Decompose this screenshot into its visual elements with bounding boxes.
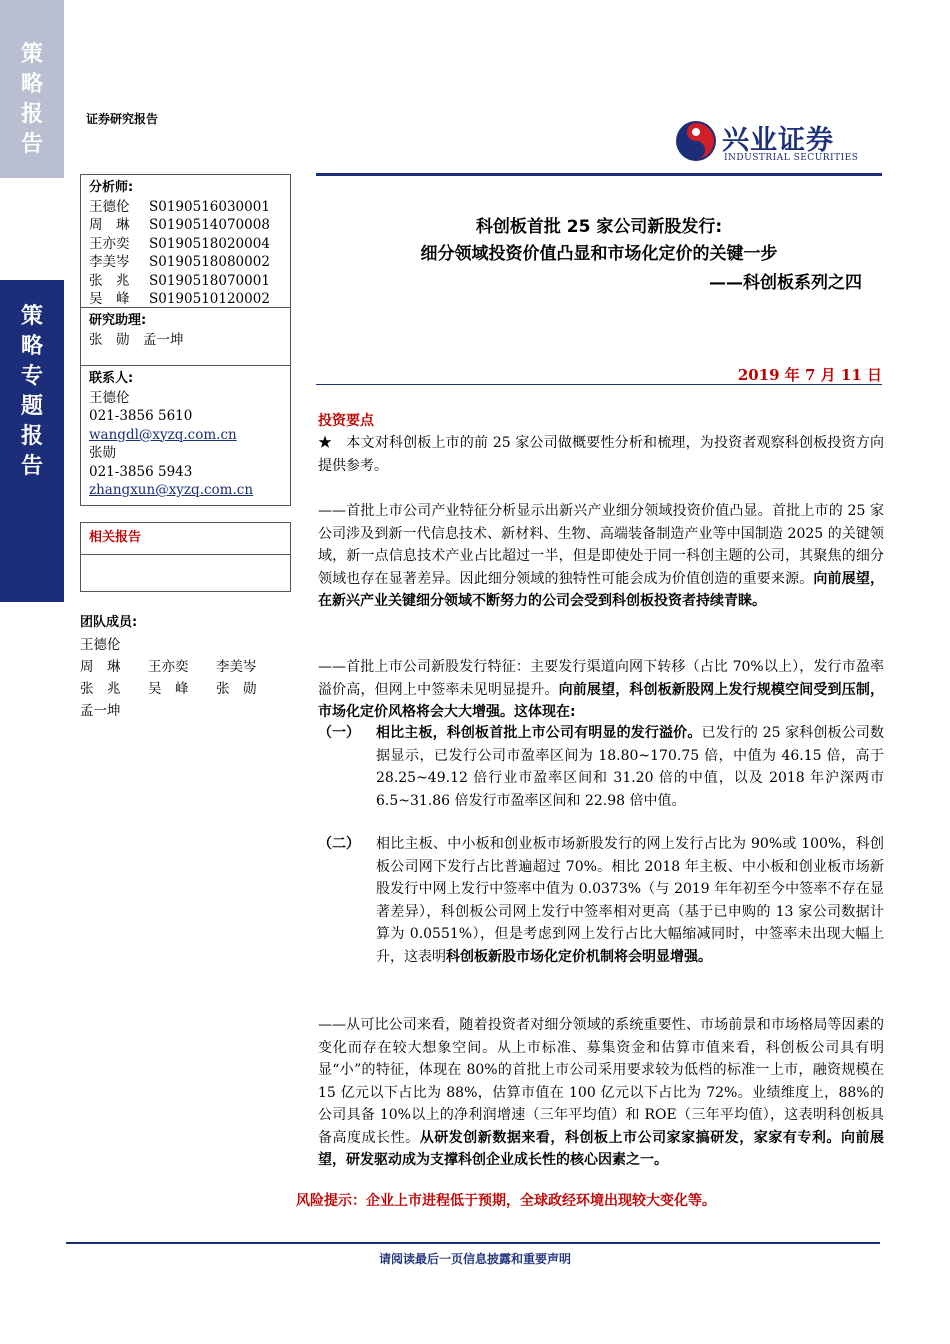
title-line-1: 科创板首批 25 家公司新股发行:	[475, 217, 723, 237]
list-item-text	[376, 722, 884, 812]
analyst-id: S0190514070008	[149, 217, 270, 233]
report-date: 2019 年 7 月 11 日	[737, 366, 882, 384]
report-type-label: 证券研究报告	[86, 112, 159, 126]
assistants-box	[80, 308, 291, 366]
paragraph-text: ——从可比公司来看，随着投资者对细分领域的系统重要性、市场前景和市场格局等因素的变化而存在较大想象空间。从上市标准、募集资金和估算市值来看，科创板公司具有明显“小”的特征，体现在 80%的首批上市公司采用要求较为低档的标准一上市，融资规模在 15 亿元以下占比为 88%，估算市值在 100 亿元以下占比为 72%。业绩维度上，88%的公司具备 10%以上的净利润增速（三年平均值）和 ROE（三年平均值），这表明科创板具备高度成长性。	[318, 1017, 884, 1146]
intro-paragraph: ★ 本文对科创板上市的前 25 家公司做概要性分析和梳理，为投资者观察科创板投资方向提供参考。	[318, 435, 884, 474]
contact-phone: 021-3856 5943	[89, 463, 193, 480]
analyst-row	[89, 198, 290, 217]
analyst-row	[89, 290, 290, 309]
analyst-name: 张 兆	[89, 272, 130, 289]
team-member: 王亦奕	[148, 659, 189, 675]
analyst-row	[89, 216, 290, 235]
assistants-heading: 研究助理:	[89, 313, 147, 328]
paragraph-text: ——首批上市公司新股发行特征：主要发行渠道向网下转移（占比 70%以上），发行市盈率溢价高，但网上中签率未见明显提升。	[318, 659, 884, 698]
team-row	[80, 678, 300, 700]
sidebar-banner-bottom	[0, 280, 64, 602]
banner-top-char: 告	[20, 132, 43, 157]
team-heading: 团队成员:	[80, 615, 138, 630]
analyst-row	[89, 235, 290, 254]
team-row	[80, 656, 300, 678]
list-item-emphasis: 科创板新股市场化定价机制将会明显增强。	[446, 948, 712, 965]
analyst-name: 李美岑	[89, 254, 130, 270]
banner-bottom-char: 略	[20, 334, 43, 359]
contact-name: 王德伦	[89, 389, 130, 406]
banner-bottom-char: 策	[20, 304, 43, 329]
analyst-id: S0190518080002	[149, 254, 270, 270]
footer-divider	[66, 1242, 880, 1244]
analyst-name: 王亦奕	[89, 235, 130, 252]
team-member: 孟一坤	[80, 703, 121, 719]
banner-top-char: 略	[20, 72, 43, 97]
list-item-emphasis: 相比主板，科创板首批上市公司有明显的发行溢价。	[376, 725, 702, 741]
list-item-body: 相比主板、中小板和创业板市场新股发行的网上发行占比为 90%或 100%，科创板公司网下发行占比普遍超过 70%。相比 2018 年主板、中小板和创业板市场新股发行中网上发行中签率中值为 0.0373%（与 2019 年年初至今中签率不存在显著差异），科创板公司网上发行中签率相对更高（基于已申购的 13 家公司数据计算为 0.0551%），但是考虑到网上发行占比大幅缩减同时，中签率未出现大幅上升，这表明	[376, 836, 884, 965]
list-item-label: （二）	[318, 836, 360, 852]
assistant-names: 张 勋 孟一坤	[89, 331, 184, 348]
team-members	[80, 612, 300, 722]
contact-phone: 021-3856 5610	[89, 408, 193, 424]
analysts-box	[80, 174, 291, 308]
report-title	[316, 214, 882, 268]
analyst-id: S0190510120002	[149, 291, 270, 307]
paragraph-emphasis: 向前展望，在新兴产业关键细分领域不断努力的公司会受到科创板投资者持续青睐。	[318, 570, 885, 609]
paragraph-issuance	[318, 656, 884, 724]
analysts-heading: 分析师:	[89, 180, 134, 195]
banner-bottom-char: 告	[20, 454, 43, 479]
list-item-1	[318, 722, 884, 812]
analyst-name: 吴 峰	[89, 291, 130, 307]
team-member: 张 兆	[80, 681, 121, 697]
logo-subtitle: INDUSTRIAL SECURITIES	[724, 153, 859, 163]
analyst-id: S0190518070001	[149, 272, 270, 289]
related-reports-heading: 相关报告	[81, 523, 290, 555]
team-row	[80, 634, 300, 656]
paragraph-industry	[318, 500, 884, 613]
list-item-label: （一）	[318, 725, 360, 741]
banner-bottom-char: 题	[20, 394, 43, 419]
list-item-body: 已发行的 25 家科创板公司数据显示，已发行公司市盈率区间为 18.80~170.75 倍，中值为 46.15 倍，高于 28.25~49.12 倍行业市盈率区间和 31.20 倍的中值，以及 2018 年沪深两市 6.5~31.86 倍发行市盈率区间和 22.98 倍中值。	[376, 725, 885, 809]
analyst-name: 王德伦	[89, 198, 130, 215]
contacts-heading: 联系人:	[89, 371, 134, 386]
banner-top-char: 报	[20, 102, 43, 127]
paragraph-emphasis: 从研发创新数据来看，科创板上市公司家家搞研发，家家有专利。向前展望，研发驱动成为支撑科创企业成长性的核心因素之一。	[318, 1129, 885, 1168]
section-heading-text: 投资要点	[318, 413, 374, 429]
team-member: 王德伦	[80, 637, 121, 653]
analyst-id: S0190516030001	[149, 198, 270, 215]
paragraph-text: ——首批上市公司产业特征分析显示出新兴产业细分领域投资价值凸显。首批上市的 25 家公司涉及到新一代信息技术、新材料、生物、高端装备制造产业等中国制造 2025 的关键领域，新一点信息技术产业占比超过一半，但是即使处于同一科创主题的公司，其聚焦的细分领域也存在显著差异。因此细分领域的独特性可能会成为价值创造的重要来源。	[318, 503, 884, 587]
banner-bottom-char: 报	[20, 424, 43, 449]
team-member: 周 琳	[80, 659, 121, 675]
header-divider	[316, 173, 882, 176]
risk-warning: 风险提示：企业上市进程低于预期，全球政经环境出现较大变化等。	[296, 1193, 716, 1209]
contacts-box	[80, 366, 291, 506]
logo-mark-icon	[674, 119, 718, 163]
analyst-id: S0190518020004	[149, 235, 270, 252]
contact-email-link[interactable]: zhangxun@xyzq.com.cn	[89, 482, 254, 498]
banner-bottom-char: 专	[20, 364, 43, 389]
section-heading	[318, 410, 884, 433]
contact-name: 张勋	[89, 445, 116, 461]
analyst-row	[89, 272, 290, 291]
team-member: 吴 峰	[148, 681, 189, 697]
team-member: 李美岑	[216, 659, 257, 675]
banner-top-char: 策	[20, 42, 43, 67]
paragraph-emphasis: 向前展望，科创板新股网上发行规模空间受到压制，市场化定价风格将会大大增强。这体现在:	[318, 681, 885, 720]
list-item-text	[376, 833, 884, 968]
company-logo	[674, 115, 874, 170]
related-reports-box	[80, 522, 291, 592]
date-divider	[316, 384, 882, 385]
paragraph-comparables	[318, 1014, 884, 1172]
team-member: 张 勋	[216, 681, 257, 697]
analyst-row	[89, 253, 290, 272]
contact-email-link[interactable]: wangdl@xyzq.com.cn	[89, 426, 237, 443]
team-row	[80, 700, 300, 722]
title-line-2: 细分领域投资价值凸显和市场化定价的关键一步	[420, 244, 778, 264]
analyst-name: 周 琳	[89, 217, 130, 233]
list-item-2	[318, 833, 884, 968]
footer-disclaimer: 请阅读最后一页信息披露和重要声明	[378, 1252, 571, 1266]
series-subtitle: ——科创板系列之四	[709, 273, 862, 293]
logo-name: 兴业证券	[722, 125, 834, 156]
sidebar-banner-top	[0, 0, 64, 178]
